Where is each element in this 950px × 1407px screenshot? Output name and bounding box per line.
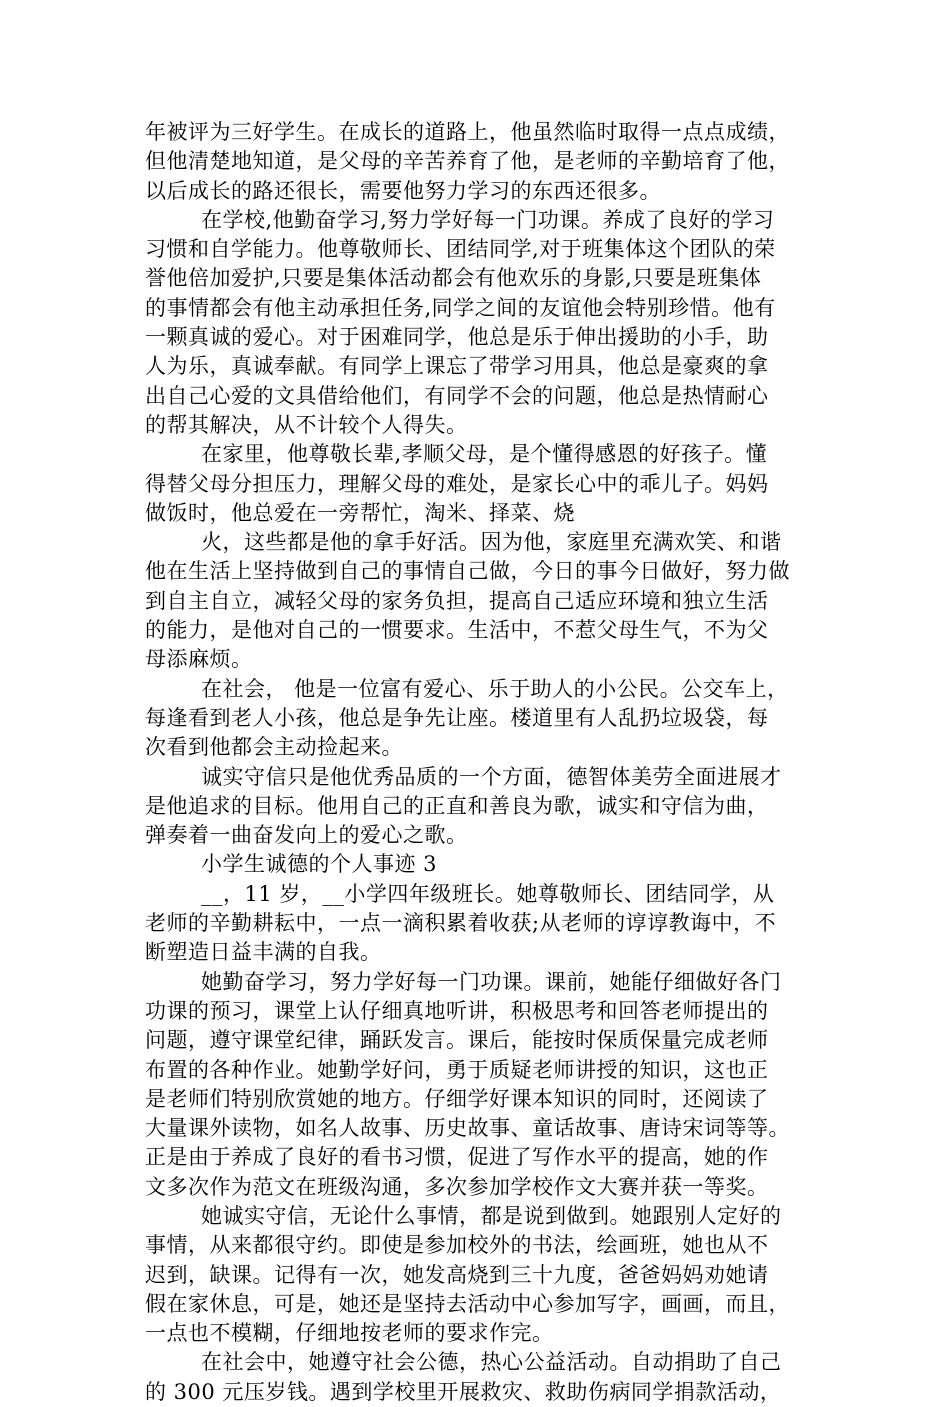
paragraph-first-line: 在家里，他尊敬长辈,孝顺父母，是个懂得感恩的好孩子。懂	[201, 442, 768, 467]
text-line: 弹奏着一曲奋发向上的爱心之歌。	[145, 823, 468, 848]
text-line: 习惯和自学能力。他尊敬师长、团结同学,对于班集体这个团队的荣	[145, 237, 776, 262]
paragraph-first-line: 诚实守信只是他优秀品质的一个方面，德智体美劳全面进展才	[201, 764, 782, 789]
paragraph-first-line: 火，这些都是他的拿手好活。因为他，家庭里充满欢笑、和谐	[201, 530, 782, 555]
text-line: 年被评为三好学生。在成长的道路上，他虽然临时取得一点点成绩，	[145, 120, 790, 144]
text-line: 誉他倍加爱护,只要是集体活动都会有他欢乐的身影,只要是班集体	[145, 266, 762, 291]
text-line: 事情，从来都很守约。即使是参加校外的书法，绘画班，她也从不	[145, 1233, 769, 1258]
text-line: 布置的各种作业。她勤学好问，勇于质疑老师讲授的知识，这也正	[145, 1057, 769, 1082]
paragraph-first-line: 在社会， 他是一位富有爱心、乐于助人的小公民。公交车上，	[201, 676, 789, 701]
text-line: 每逢看到老人小孩，他总是争先让座。楼道里有人乱扔垃圾袋，每	[145, 705, 769, 730]
document-body	[145, 118, 811, 1407]
text-line: 大量课外读物，如名人故事、历史故事、童话故事、唐诗宋词等等。	[145, 1116, 790, 1141]
text-line: 迟到，缺课。记得有一次，她发高烧到三十九度，爸爸妈妈劝她请	[145, 1262, 769, 1287]
paragraph-first-line: 小学生诚德的个人事迹 3	[201, 852, 438, 877]
text-line: 做饭时，他总爱在一旁帮忙，淘米、择菜、烧	[145, 500, 575, 525]
text-line: 断塑造日益丰满的自我。	[145, 940, 382, 965]
text-line: 老师的辛勤耕耘中，一点一滴积累着收获;从老师的谆谆教诲中，不	[145, 911, 777, 936]
text-line: 但他清楚地知道，是父母的辛苦养育了他，是老师的辛勤培育了他，	[145, 149, 790, 174]
text-line: 是他追求的目标。他用自己的正直和善良为歌，诚实和守信为曲，	[145, 793, 769, 818]
text-line: 是老师们特别欣赏她的地方。仔细学好课本知识的同时，还阅读了	[145, 1086, 769, 1111]
text-line: 一颗真诚的爱心。对于困难同学，他总是乐于伸出援助的小手，助	[145, 325, 769, 350]
text-line: 他在生活上坚持做到自己的事情自己做，今日的事今日做好，努力做	[145, 559, 790, 584]
text-line: 次看到他都会主动捡起来。	[145, 735, 403, 760]
text-line: 出自己心爱的文具借给他们，有同学不会的问题，他总是热情耐心	[145, 383, 769, 408]
paragraph-first-line: 她勤奋学习，努力学好每一门功课。课前，她能仔细做好各门	[201, 969, 782, 994]
text-line: 的事情都会有他主动承担任务,同学之间的友谊他会特别珍惜。他有	[145, 295, 776, 320]
text-line: 的能力，是他对自己的一惯要求。生活中，不惹父母生气，不为父	[145, 618, 769, 643]
paragraph-first-line: 在学校,他勤奋学习,努力学好每一门功课。养成了良好的学习	[201, 207, 775, 232]
text-line: 问题，遵守课堂纪律，踊跃发言。课后，能按时保质保量完成老师	[145, 1028, 769, 1053]
paragraph-first-line: 在社会中，她遵守社会公德，热心公益活动。自动捐助了自己	[201, 1350, 782, 1375]
text-line: 人为乐，真诚奉献。有同学上课忘了带学习用具，他总是豪爽的拿	[145, 354, 769, 379]
paragraph-first-line: __，11 岁，__小学四年级班长。她尊敬师长、团结同学，从	[201, 881, 775, 906]
text-line: 以后成长的路还很长，需要他努力学习的东西还很多。	[145, 178, 661, 203]
text-line: 到自主自立，减轻父母的家务负担，提高自己适应环境和独立生活	[145, 588, 769, 613]
text-line: 得替父母分担压力，理解父母的难处，是家长心中的乖儿子。妈妈	[145, 471, 769, 496]
text-line: 的 300 元压岁钱。遇到学校里开展救灾、救助伤病同学捐款活动，	[145, 1379, 782, 1404]
paragraph-first-line: 她诚实守信，无论什么事情，都是说到做到。她跟别人定好的	[201, 1203, 782, 1228]
text-line: 正是由于养成了良好的看书习惯，促进了写作水平的提高，她的作	[145, 1145, 769, 1170]
text-line: 的帮其解决，从不计较个人得失。	[145, 412, 468, 437]
text-line: 功课的预习，课堂上认仔细真地听讲，积极思考和回答老师提出的	[145, 998, 769, 1023]
text-line: 母添麻烦。	[145, 647, 253, 672]
text-line: 文多次作为范文在班级沟通，多次参加学校作文大赛并获一等奖。	[145, 1174, 769, 1199]
text-line: 假在家休息，可是，她还是坚持去活动中心参加写字，画画，而且，	[145, 1291, 790, 1316]
text-line: 一点也不模糊，仔细地按老师的要求作完。	[145, 1321, 554, 1346]
